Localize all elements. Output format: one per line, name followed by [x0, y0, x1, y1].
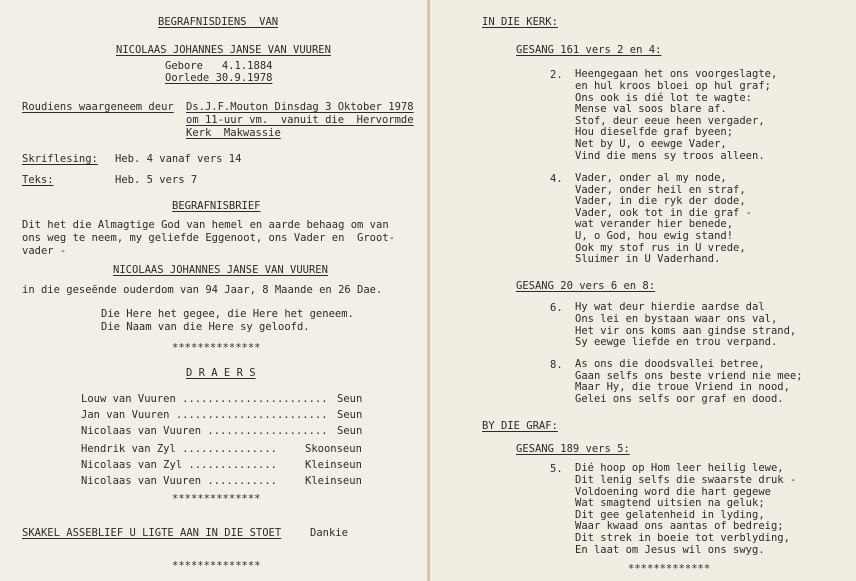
age-line: in die geseënde ouderdom van 94 Jaar, 8 Maande en 26 Dae. [22, 284, 383, 296]
verse-line: En laat om Jesus wil ons swyg. [575, 544, 765, 556]
thanks-text: Dankie [310, 527, 348, 539]
hymn-heading-161: GESANG 161 vers 2 en 4: [516, 44, 662, 56]
bearer-row [81, 393, 328, 405]
verse-line: Voldoening word die hart gegewe [575, 486, 771, 498]
bearer-name: Hendrik van Zyl [81, 443, 176, 455]
separator-stars-right: ************* [628, 563, 711, 575]
bearer-dots: .............. [182, 459, 277, 471]
verse-line: Heengegaan het ons voorgeslagte, [575, 68, 778, 80]
verse-line: Maar Hy, die troue Vriend in nood, [575, 381, 790, 393]
text-value: Heb. 5 vers 7 [115, 174, 198, 186]
verse-line: Vader, onder heil en straf, [575, 184, 746, 196]
bearer-name: Nicolaas van Zyl [81, 459, 183, 471]
verse-line: Sluimer in U Vaderhand. [575, 253, 721, 265]
bearer-relation: Kleinseun [305, 459, 362, 471]
verse-line: Het vir ons koms aan gindse strand, [575, 325, 797, 337]
bearer-dots: ....................... [175, 393, 328, 405]
reading-label: Skriflesing: [22, 153, 98, 165]
verse-line: wat verander hier benede, [575, 218, 734, 230]
verse-line: Ons ook is dié lot te wagte: [575, 92, 753, 104]
grave-heading: BY DIE GRAF: [482, 420, 558, 432]
bearers-title: D R A E R S [186, 367, 256, 379]
letter-line-3: vader - [22, 245, 67, 257]
bearer-row [81, 443, 277, 455]
verse-line: Sy eewge liefde en trou verpand. [575, 336, 778, 348]
church-heading: IN DIE KERK: [482, 16, 558, 28]
separator-stars-3: ************** [172, 560, 261, 572]
bearer-relation: Kleinseun [305, 475, 362, 487]
quote-line-1: Die Here het gegee, die Here het geneem. [101, 308, 354, 320]
lights-notice: SKAKEL ASSEBLIEF U LIGTE AAN IN DIE STOET [22, 527, 282, 539]
right-page [430, 0, 856, 581]
service-conducted-label: Roudiens waargeneem deur [22, 101, 174, 113]
verse-line: Ook my stof rus in U vrede, [575, 242, 746, 254]
verse-line: en hul kroos bloei op hul graf; [575, 80, 771, 92]
death-date: Oorlede 30.9.1978 [165, 72, 273, 84]
verse-line: Gelei ons selfs oor graf en dood. [575, 393, 784, 405]
verse-number: 4. [550, 173, 563, 185]
verse-line: Vader, onder al my node, [575, 172, 727, 184]
verse-number: 5. [550, 463, 563, 475]
deceased-name: NICOLAAS JOHANNES JANSE VAN VUUREN [116, 44, 331, 56]
bearer-name: Louw van Vuuren [81, 393, 176, 405]
letter-title: BEGRAFNISBRIEF [172, 200, 261, 212]
verse-line: Gaan selfs ons beste vriend nie mee; [575, 370, 803, 382]
letter-line-1: Dit het die Almagtige God van hemel en aarde behaag om van [22, 219, 389, 231]
bearer-relation: Seun [337, 409, 363, 421]
bearer-dots: ........... [201, 475, 277, 487]
letter-line-2: ons weg te neem, my geliefde Eggenoot, ons Vader en Groot- [22, 232, 395, 244]
bearer-name: Nicolaas van Vuuren [81, 425, 202, 437]
service-details-2: om 11-uur vm. vanuit die Hervormde [186, 114, 414, 126]
bearer-row [81, 475, 277, 487]
verse-line: Stof, deur eeue heen vergader, [575, 115, 765, 127]
bearer-relation: Skoonseun [305, 443, 362, 455]
bearer-row [81, 425, 328, 437]
bearer-relation: Seun [337, 425, 363, 437]
text-label: Teks: [22, 174, 54, 186]
verse-line: Vind die mens sy troos alleen. [575, 150, 765, 162]
verse-line: Hou dieselfde graf byeen; [575, 126, 734, 138]
verse-line: Mense val soos blare af. [575, 103, 727, 115]
bearer-row [81, 409, 328, 421]
verse-line: Waar kwaad ons aantas of bedreig; [575, 520, 784, 532]
verse-line: Dit strek in boeie tot verblyding, [575, 532, 790, 544]
verse-line: Vader, ook tot in die graf - [575, 207, 753, 219]
service-details-3: Kerk Makwassie [186, 127, 281, 139]
quote-line-2: Die Naam van die Here sy geloofd. [101, 321, 310, 333]
hymn-heading-189: GESANG 189 vers 5: [516, 443, 630, 455]
verse-line: Ons lei en bystaan waar ons val, [575, 313, 778, 325]
service-title: BEGRAFNISDIENS VAN [158, 16, 279, 28]
separator-stars-1: ************** [172, 342, 261, 354]
verse-line: Hy wat deur hierdie aardse dal [575, 301, 765, 313]
hymn-heading-20: GESANG 20 vers 6 en 8: [516, 280, 656, 292]
reading-value: Heb. 4 vanaf vers 14 [115, 153, 242, 165]
bearer-name: Jan van Vuuren [81, 409, 170, 421]
bearer-row [81, 459, 277, 471]
service-details-1: Ds.J.F.Mouton Dinsdag 3 Oktober 1978 [186, 101, 414, 113]
verse-line: Dit lenig selfs die swaarste druk - [575, 474, 797, 486]
verse-line: As ons die doodsvallei betree, [575, 358, 765, 370]
verse-line: Wat smagtend uitsien na geluk; [575, 497, 765, 509]
bearer-dots: ................... [201, 425, 328, 437]
bearer-dots: ............... [175, 443, 277, 455]
verse-line: Dié hoop op Hom leer heilig lewe, [575, 462, 784, 474]
bearer-relation: Seun [337, 393, 363, 405]
deceased-name-2: NICOLAAS JOHANNES JANSE VAN VUUREN [113, 264, 328, 276]
verse-number: 8. [550, 359, 563, 371]
verse-line: U, o God, hou ewig stand! [575, 230, 734, 242]
verse-number: 2. [550, 69, 563, 81]
verse-line: Net by U, o eewge Vader, [575, 138, 727, 150]
separator-stars-2: ************** [172, 493, 261, 505]
birth-date: Gebore 4.1.1884 [165, 60, 273, 72]
verse-number: 6. [550, 302, 563, 314]
bearer-dots: ........................ [169, 409, 328, 421]
verse-line: Dit gee gelatenheid in lyding, [575, 509, 765, 521]
verse-line: Vader, in die ryk der dode, [575, 195, 746, 207]
bearer-name: Nicolaas van Vuuren [81, 475, 202, 487]
